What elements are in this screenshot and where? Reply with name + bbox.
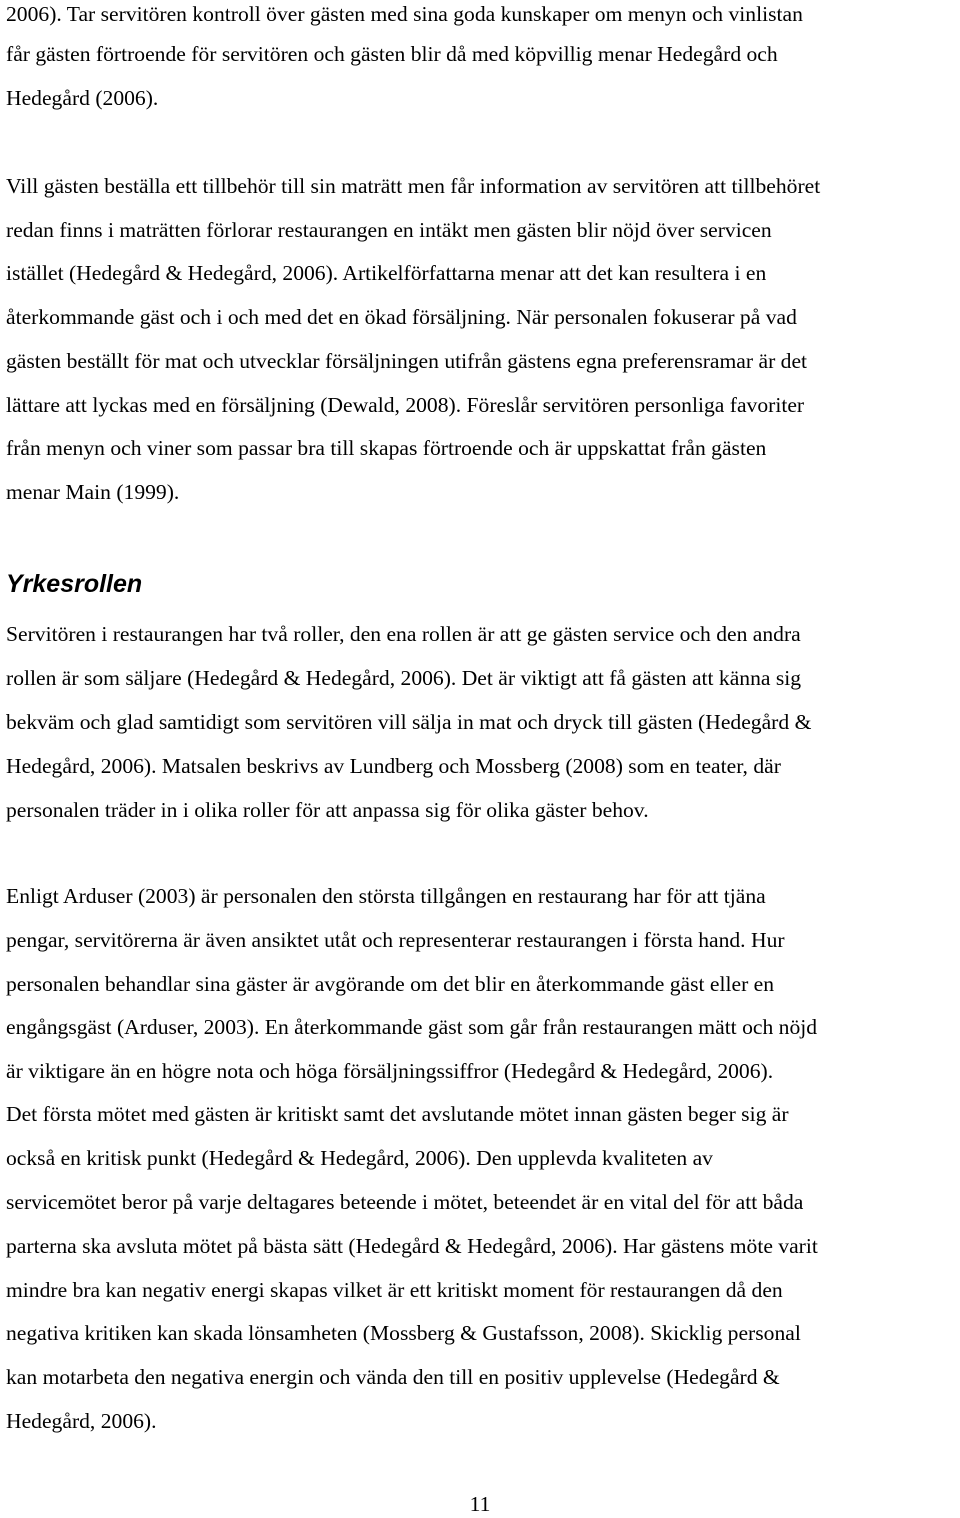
text-line: engångsgäst (Arduser, 2003). En återkommande gäst som går från restaurangen mätt och nöjd	[6, 1015, 818, 1039]
text-line: parterna ska avsluta mötet på bästa sätt (Hedegård & Hedegård, 2006). Har gästens möte varit	[6, 1234, 818, 1258]
text-line: kan motarbeta den negativa energin och vända den till en positiv upplevelse (Hedegård &	[6, 1365, 780, 1389]
text-line: Det första mötet med gästen är kritiskt samt det avslutande mötet innan gästen beger sig är	[6, 1102, 789, 1126]
text-line: Vill gästen beställa ett tillbehör till sin maträtt men får information av servitören att tillbehöret	[6, 174, 821, 198]
text-line: lättare att lyckas med en försäljning (Dewald, 2008). Föreslår servitören personliga favoriter	[6, 393, 805, 417]
text-line: mindre bra kan negativ energi skapas vilket är ett kritiskt moment för restaurangen då den	[6, 1278, 783, 1302]
text-line: Enligt Arduser (2003) är personalen den största tillgången en restaurang har för att tjäna	[6, 884, 766, 908]
text-line: är viktigare än en högre nota och höga försäljningssiffror (Hedegård & Hedegård, 2006).	[6, 1059, 774, 1083]
text-line: Hedegård, 2006). Matsalen beskrivs av Lundberg och Mossberg (2008) som en teater, där	[6, 754, 781, 778]
text-line: negativa kritiken kan skada lönsamheten (Mossberg & Gustafsson, 2008). Skicklig personal	[6, 1321, 801, 1345]
text-line: Hedegård (2006).	[6, 86, 159, 110]
text-line: Servitören i restaurangen har två roller, den ena rollen är att ge gästen service och den andra	[6, 622, 801, 646]
text-line: servicemötet beror på varje deltagares beteende i mötet, beteendet är en vital del för att båda	[6, 1190, 804, 1214]
text-line: istället (Hedegård & Hedegård, 2006). Artikelförfattarna menar att det kan resultera i en	[6, 261, 767, 285]
section-heading: Yrkesrollen	[6, 570, 143, 598]
text-line: bekväm och glad samtidigt som servitören vill sälja in mat och dryck till gästen (Hedegård &	[6, 710, 812, 734]
text-line: gästen beställt för mat och utvecklar försäljningen utifrån gästens egna preferensramar är det	[6, 349, 808, 373]
text-line: får gästen förtroende för servitören och gästen blir då med köpvillig menar Hedegård och	[6, 42, 778, 66]
text-line: 2006). Tar servitören kontroll över gästen med sina goda kunskaper om menyn och vinlistan	[6, 2, 803, 26]
text-line: Hedegård, 2006).	[6, 1409, 157, 1433]
text-line: rollen är som säljare (Hedegård & Hedegård, 2006). Det är viktigt att få gästen att känna sig	[6, 666, 802, 690]
text-line: menar Main (1999).	[6, 480, 180, 504]
text-line: redan finns i maträtten förlorar restaurangen en intäkt men gästen blir nöjd över servicen	[6, 218, 772, 242]
text-line: återkommande gäst och i och med det en ökad försäljning. När personalen fokuserar på vad	[6, 305, 797, 329]
text-line: också en kritisk punkt (Hedegård & Hedegård, 2006). Den upplevda kvaliteten av	[6, 1146, 713, 1170]
text-line: personalen träder in i olika roller för att anpassa sig för olika gäster behov.	[6, 798, 649, 822]
page-number: 11	[469, 1492, 491, 1516]
text-line: personalen behandlar sina gäster är avgörande om det blir en återkommande gäst eller en	[6, 972, 775, 996]
text-line: pengar, servitörerna är även ansiktet utåt och representerar restaurangen i första hand. Hur	[6, 928, 785, 952]
text-line: från menyn och viner som passar bra till skapas förtroende och är uppskattat från gästen	[6, 436, 767, 460]
